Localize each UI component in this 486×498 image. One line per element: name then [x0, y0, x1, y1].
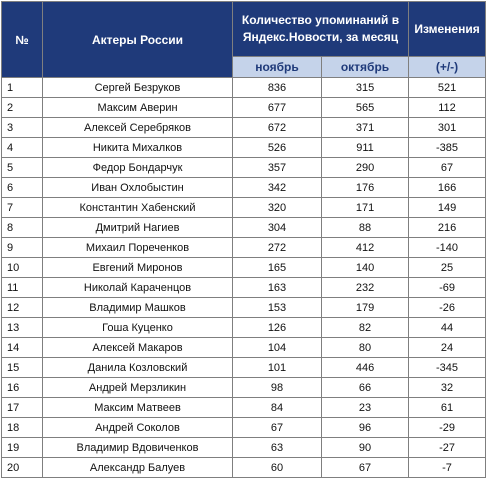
header-changes: Изменения — [409, 2, 486, 57]
cell-actor-name: Алексей Макаров — [43, 338, 233, 358]
cell-november: 153 — [233, 298, 322, 318]
cell-november: 677 — [233, 98, 322, 118]
cell-october: 911 — [322, 138, 409, 158]
table-row — [2, 158, 486, 178]
cell-actor-name: Никита Михалков — [43, 138, 233, 158]
cell-rank: 4 — [2, 138, 43, 158]
cell-november: 104 — [233, 338, 322, 358]
table-row — [2, 98, 486, 118]
table-row — [2, 398, 486, 418]
cell-change: 24 — [409, 338, 486, 358]
table-row — [2, 238, 486, 258]
table-row — [2, 378, 486, 398]
cell-october: 171 — [322, 198, 409, 218]
cell-actor-name: Федор Бондарчук — [43, 158, 233, 178]
cell-change: 521 — [409, 78, 486, 98]
cell-actor-name: Андрей Мерзликин — [43, 378, 233, 398]
cell-rank: 7 — [2, 198, 43, 218]
cell-change: -26 — [409, 298, 486, 318]
header-october: октябрь — [322, 57, 409, 78]
cell-change: 25 — [409, 258, 486, 278]
cell-rank: 11 — [2, 278, 43, 298]
table-row — [2, 438, 486, 458]
cell-november: 357 — [233, 158, 322, 178]
cell-change: 301 — [409, 118, 486, 138]
cell-change: 61 — [409, 398, 486, 418]
cell-october: 96 — [322, 418, 409, 438]
cell-change: -7 — [409, 458, 486, 478]
cell-actor-name: Алексей Серебряков — [43, 118, 233, 138]
cell-rank: 12 — [2, 298, 43, 318]
cell-rank: 13 — [2, 318, 43, 338]
cell-november: 98 — [233, 378, 322, 398]
cell-actor-name: Гоша Куценко — [43, 318, 233, 338]
table-row — [2, 78, 486, 98]
table-row — [2, 218, 486, 238]
cell-change: 149 — [409, 198, 486, 218]
cell-november: 320 — [233, 198, 322, 218]
cell-change: 32 — [409, 378, 486, 398]
cell-actor-name: Андрей Соколов — [43, 418, 233, 438]
cell-october: 232 — [322, 278, 409, 298]
cell-actor-name: Александр Балуев — [43, 458, 233, 478]
cell-change: -27 — [409, 438, 486, 458]
table-row — [2, 278, 486, 298]
cell-change: -140 — [409, 238, 486, 258]
table-row — [2, 198, 486, 218]
cell-october: 67 — [322, 458, 409, 478]
table-row — [2, 458, 486, 478]
cell-october: 82 — [322, 318, 409, 338]
header-november: ноябрь — [233, 57, 322, 78]
cell-change: 67 — [409, 158, 486, 178]
cell-october: 371 — [322, 118, 409, 138]
cell-november: 165 — [233, 258, 322, 278]
cell-change: 216 — [409, 218, 486, 238]
cell-october: 565 — [322, 98, 409, 118]
cell-actor-name: Иван Охлобыстин — [43, 178, 233, 198]
cell-rank: 19 — [2, 438, 43, 458]
table-header — [2, 2, 486, 78]
cell-rank: 2 — [2, 98, 43, 118]
cell-rank: 20 — [2, 458, 43, 478]
cell-november: 67 — [233, 418, 322, 438]
cell-november: 304 — [233, 218, 322, 238]
table-row — [2, 358, 486, 378]
cell-actor-name: Максим Аверин — [43, 98, 233, 118]
cell-october: 90 — [322, 438, 409, 458]
cell-october: 290 — [322, 158, 409, 178]
table-row — [2, 318, 486, 338]
ranking-table-container — [1, 1, 485, 478]
cell-october: 315 — [322, 78, 409, 98]
cell-rank: 17 — [2, 398, 43, 418]
header-actors: Актеры России — [43, 2, 233, 78]
cell-october: 179 — [322, 298, 409, 318]
cell-change: 44 — [409, 318, 486, 338]
cell-october: 66 — [322, 378, 409, 398]
table-row — [2, 258, 486, 278]
cell-actor-name: Владимир Вдовиченков — [43, 438, 233, 458]
cell-actor-name: Дмитрий Нагиев — [43, 218, 233, 238]
cell-actor-name: Николай Караченцов — [43, 278, 233, 298]
actors-mentions-table — [1, 1, 486, 478]
cell-november: 126 — [233, 318, 322, 338]
cell-change: -69 — [409, 278, 486, 298]
cell-november: 84 — [233, 398, 322, 418]
cell-actor-name: Константин Хабенский — [43, 198, 233, 218]
cell-change: 112 — [409, 98, 486, 118]
cell-rank: 18 — [2, 418, 43, 438]
cell-november: 342 — [233, 178, 322, 198]
cell-october: 88 — [322, 218, 409, 238]
cell-november: 836 — [233, 78, 322, 98]
cell-rank: 15 — [2, 358, 43, 378]
cell-change: -385 — [409, 138, 486, 158]
cell-rank: 5 — [2, 158, 43, 178]
cell-actor-name: Евгений Миронов — [43, 258, 233, 278]
cell-rank: 10 — [2, 258, 43, 278]
cell-november: 101 — [233, 358, 322, 378]
table-row — [2, 118, 486, 138]
cell-rank: 3 — [2, 118, 43, 138]
cell-november: 526 — [233, 138, 322, 158]
cell-actor-name: Данила Козловский — [43, 358, 233, 378]
header-number: № — [2, 2, 43, 78]
cell-change: -29 — [409, 418, 486, 438]
cell-october: 140 — [322, 258, 409, 278]
cell-november: 272 — [233, 238, 322, 258]
cell-actor-name: Михаил Пореченков — [43, 238, 233, 258]
cell-october: 80 — [322, 338, 409, 358]
cell-november: 163 — [233, 278, 322, 298]
cell-actor-name: Максим Матвеев — [43, 398, 233, 418]
cell-november: 672 — [233, 118, 322, 138]
cell-rank: 16 — [2, 378, 43, 398]
table-row — [2, 178, 486, 198]
cell-november: 63 — [233, 438, 322, 458]
cell-october: 23 — [322, 398, 409, 418]
cell-october: 446 — [322, 358, 409, 378]
cell-rank: 6 — [2, 178, 43, 198]
cell-actor-name: Владимир Машков — [43, 298, 233, 318]
cell-november: 60 — [233, 458, 322, 478]
table-row — [2, 338, 486, 358]
cell-rank: 14 — [2, 338, 43, 358]
table-row — [2, 138, 486, 158]
cell-rank: 8 — [2, 218, 43, 238]
cell-october: 412 — [322, 238, 409, 258]
table-row — [2, 298, 486, 318]
table-body — [2, 78, 486, 478]
cell-october: 176 — [322, 178, 409, 198]
cell-change: 166 — [409, 178, 486, 198]
cell-rank: 1 — [2, 78, 43, 98]
table-row — [2, 418, 486, 438]
cell-actor-name: Сергей Безруков — [43, 78, 233, 98]
cell-change: -345 — [409, 358, 486, 378]
header-mentions: Количество упоминаний в Яндекс.Новости, за месяц — [233, 2, 409, 57]
header-plusminus: (+/-) — [409, 57, 486, 78]
cell-rank: 9 — [2, 238, 43, 258]
